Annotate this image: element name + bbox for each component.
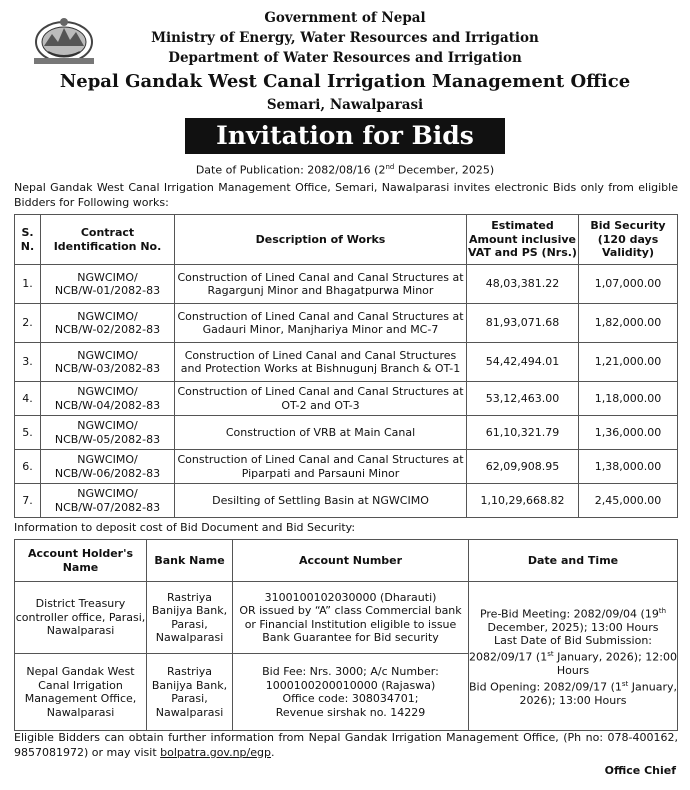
publication-date (0, 163, 690, 177)
header-ministry: Ministry of Energy, Water Resources and Irrigation (151, 30, 539, 46)
cell-description: Desilting of Settling Basin at NGWCIMO (175, 484, 467, 518)
col-contract: Contract Identification No. (41, 215, 175, 265)
cell-bank: Rastriya Banijya Bank, Parasi, Nawalparasi (147, 582, 233, 654)
intro-paragraph: Nepal Gandak West Canal Irrigation Management Office, Semari, Nawalparasi invites electronic Bids only from eligible Bidders for Following works: (14, 181, 678, 209)
cell-holder: Nepal Gandak West Canal Irrigation Management Office, Nawalparasi (15, 654, 147, 731)
col-security: Bid Security (120 days Validity) (579, 215, 678, 265)
cell-sn: 4. (15, 382, 41, 416)
opening-sup: st (621, 679, 629, 688)
cell-contract (41, 304, 175, 343)
publication-date-suffix: December, 2025) (394, 163, 495, 177)
col-holder: Account Holder's Name (15, 540, 147, 582)
cell-amount: 48,03,381.22 (467, 265, 579, 304)
prebid-meeting (469, 605, 677, 635)
cell-contract (41, 265, 175, 304)
cell-account (233, 654, 469, 731)
egp-link[interactable]: bolpatra.gov.np/egp (160, 745, 271, 759)
col-description: Description of Works (175, 215, 467, 265)
prebid-text-b: December, 2025); 13:00 Hours (487, 620, 659, 634)
cell-holder: District Treasury controller office, Parasi, Nawalparasi (15, 582, 147, 654)
cell-amount: 62,09,908.95 (467, 450, 579, 484)
works-header-row (15, 215, 678, 265)
contract-id-part1: NGWCIMO/ (77, 487, 138, 500)
account-number-line: 3100100102030000 (Dharauti) (264, 590, 437, 604)
cell-sn: 7. (15, 484, 41, 518)
table-row (15, 484, 678, 518)
table-row (15, 382, 678, 416)
table-row (15, 343, 678, 382)
contract-id-part1: NGWCIMO/ (77, 453, 138, 466)
cell-contract (41, 416, 175, 450)
contract-id-part2: NCB/W-06/2082-83 (54, 466, 161, 480)
col-sn: S. N. (15, 215, 41, 265)
cell-contract (41, 382, 175, 416)
cell-sn: 1. (15, 265, 41, 304)
contract-id-part2: NCB/W-01/2082-83 (54, 284, 161, 297)
contract-id-part1: NGWCIMO/ (77, 309, 138, 323)
signature-office-chief: Office Chief (604, 764, 676, 777)
table-row (15, 265, 678, 304)
contract-id-part2: NCB/W-02/2082-83 (54, 323, 161, 336)
cell-description: Construction of Lined Canal and Canal Structures at Ragargunj Minor and Bhagatpurwa Minor (175, 265, 467, 304)
revenue-line: Revenue sirshak no. 14229 (275, 705, 426, 719)
office-code-line: Office code: 308034701; (282, 692, 419, 705)
cell-description: Construction of VRB at Main Canal (175, 416, 467, 450)
footer-text: Eligible Bidders can obtain further information from Nepal Gandak Irrigation Management Office, (Ph no: 078-400162, 9857081972) or may visit (14, 731, 678, 759)
cell-contract (41, 450, 175, 484)
cell-description: Construction of Lined Canal and Canal Structures and Protection Works at Bishnugunj Branch & OT-1 (175, 343, 467, 382)
col-bank: Bank Name (147, 540, 233, 582)
publication-date-prefix: Date of Publication: 2082/08/16 (2 (195, 163, 386, 177)
contract-id-part2: NCB/W-05/2082-83 (54, 432, 161, 446)
footer-end: . (270, 745, 275, 759)
cell-security: 1,38,000.00 (579, 450, 678, 484)
table-row (15, 582, 678, 654)
cell-security: 1,82,000.00 (579, 304, 678, 343)
cell-security: 1,18,000.00 (579, 382, 678, 416)
header-office: Nepal Gandak West Canal Irrigation Management Office (59, 71, 631, 92)
footer-paragraph (14, 731, 678, 760)
col-amount: Estimated Amount inclusive VAT and PS (Nrs.) (467, 215, 579, 265)
cell-description: Construction of Lined Canal and Canal Structures at Piparpati and Parsauni Minor (175, 450, 467, 484)
cell-datetime (469, 582, 678, 731)
cell-sn: 6. (15, 450, 41, 484)
cell-security: 1,07,000.00 (579, 265, 678, 304)
cell-sn: 2. (15, 304, 41, 343)
prebid-text-a: Pre-Bid Meeting: 2082/09/04 (19 (479, 607, 659, 621)
contract-id-part2: NCB/W-07/2082-83 (54, 500, 161, 514)
cell-contract (41, 484, 175, 518)
cell-security: 2,45,000.00 (579, 484, 678, 518)
opening-text-a: Bid Opening: 2082/09/17 (1 (469, 680, 622, 694)
cell-amount: 81,93,071.68 (467, 304, 579, 343)
opening-text-b: January, 2026); 13:00 Hours (519, 680, 677, 707)
cell-account (233, 582, 469, 654)
cell-bank: Rastriya Banijya Bank, Parasi, Nawalparasi (147, 654, 233, 731)
submission-sup: st (547, 649, 554, 658)
cell-contract (41, 343, 175, 382)
header-government: Government of Nepal (264, 10, 426, 26)
contract-id-part2: NCB/W-03/2082-83 (54, 362, 161, 375)
col-account: Account Number (233, 540, 469, 582)
prebid-sup: th (658, 606, 667, 615)
works-table (14, 214, 678, 518)
contract-id-part1: NGWCIMO/ (77, 348, 138, 362)
table-row (15, 304, 678, 343)
cell-amount: 1,10,29,668.82 (467, 484, 579, 518)
cell-sn: 3. (15, 343, 41, 382)
bank-header-row (15, 540, 678, 582)
publication-date-sup: nd (385, 163, 395, 171)
submission-deadline (469, 634, 677, 677)
contract-id-part1: NGWCIMO/ (77, 419, 138, 432)
table-row (15, 416, 678, 450)
bid-opening (469, 678, 677, 708)
bid-fee-line: Bid Fee: Nrs. 3000; A/c Number: 1000100200010000 (Rajaswa) (262, 665, 439, 692)
submission-text-a: Last Date of Bid Submission: 2082/09/17 (1 (469, 634, 652, 664)
account-guarantee-line: OR issued by “A” class Commercial bank or Financial Institution eligible to issue Bank Guarantee for Bid security (239, 604, 462, 644)
deposit-label: Information to deposit cost of Bid Document and Bid Security: (14, 521, 356, 534)
cell-amount: 61,10,321.79 (467, 416, 579, 450)
cell-security: 1,21,000.00 (579, 343, 678, 382)
contract-id-part1: NGWCIMO/ (77, 385, 138, 398)
cell-sn: 5. (15, 416, 41, 450)
header-department: Department of Water Resources and Irrigation (168, 50, 522, 66)
table-row (15, 450, 678, 484)
banner-title: Invitation for Bids (185, 118, 505, 154)
contract-id-part2: NCB/W-04/2082-83 (54, 398, 161, 412)
cell-amount: 53,12,463.00 (467, 382, 579, 416)
contract-id-part1: NGWCIMO/ (77, 270, 138, 284)
cell-description: Construction of Lined Canal and Canal Structures at Gadauri Minor, Manjhariya Minor and MC-7 (175, 304, 467, 343)
cell-description: Construction of Lined Canal and Canal Structures at OT-2 and OT-3 (175, 382, 467, 416)
col-datetime: Date and Time (469, 540, 678, 582)
submission-text-b: January, 2026); 12:00 Hours (553, 650, 677, 678)
cell-amount: 54,42,494.01 (467, 343, 579, 382)
bank-table (14, 539, 678, 731)
header-location: Semari, Nawalparasi (266, 97, 424, 113)
cell-security: 1,36,000.00 (579, 416, 678, 450)
